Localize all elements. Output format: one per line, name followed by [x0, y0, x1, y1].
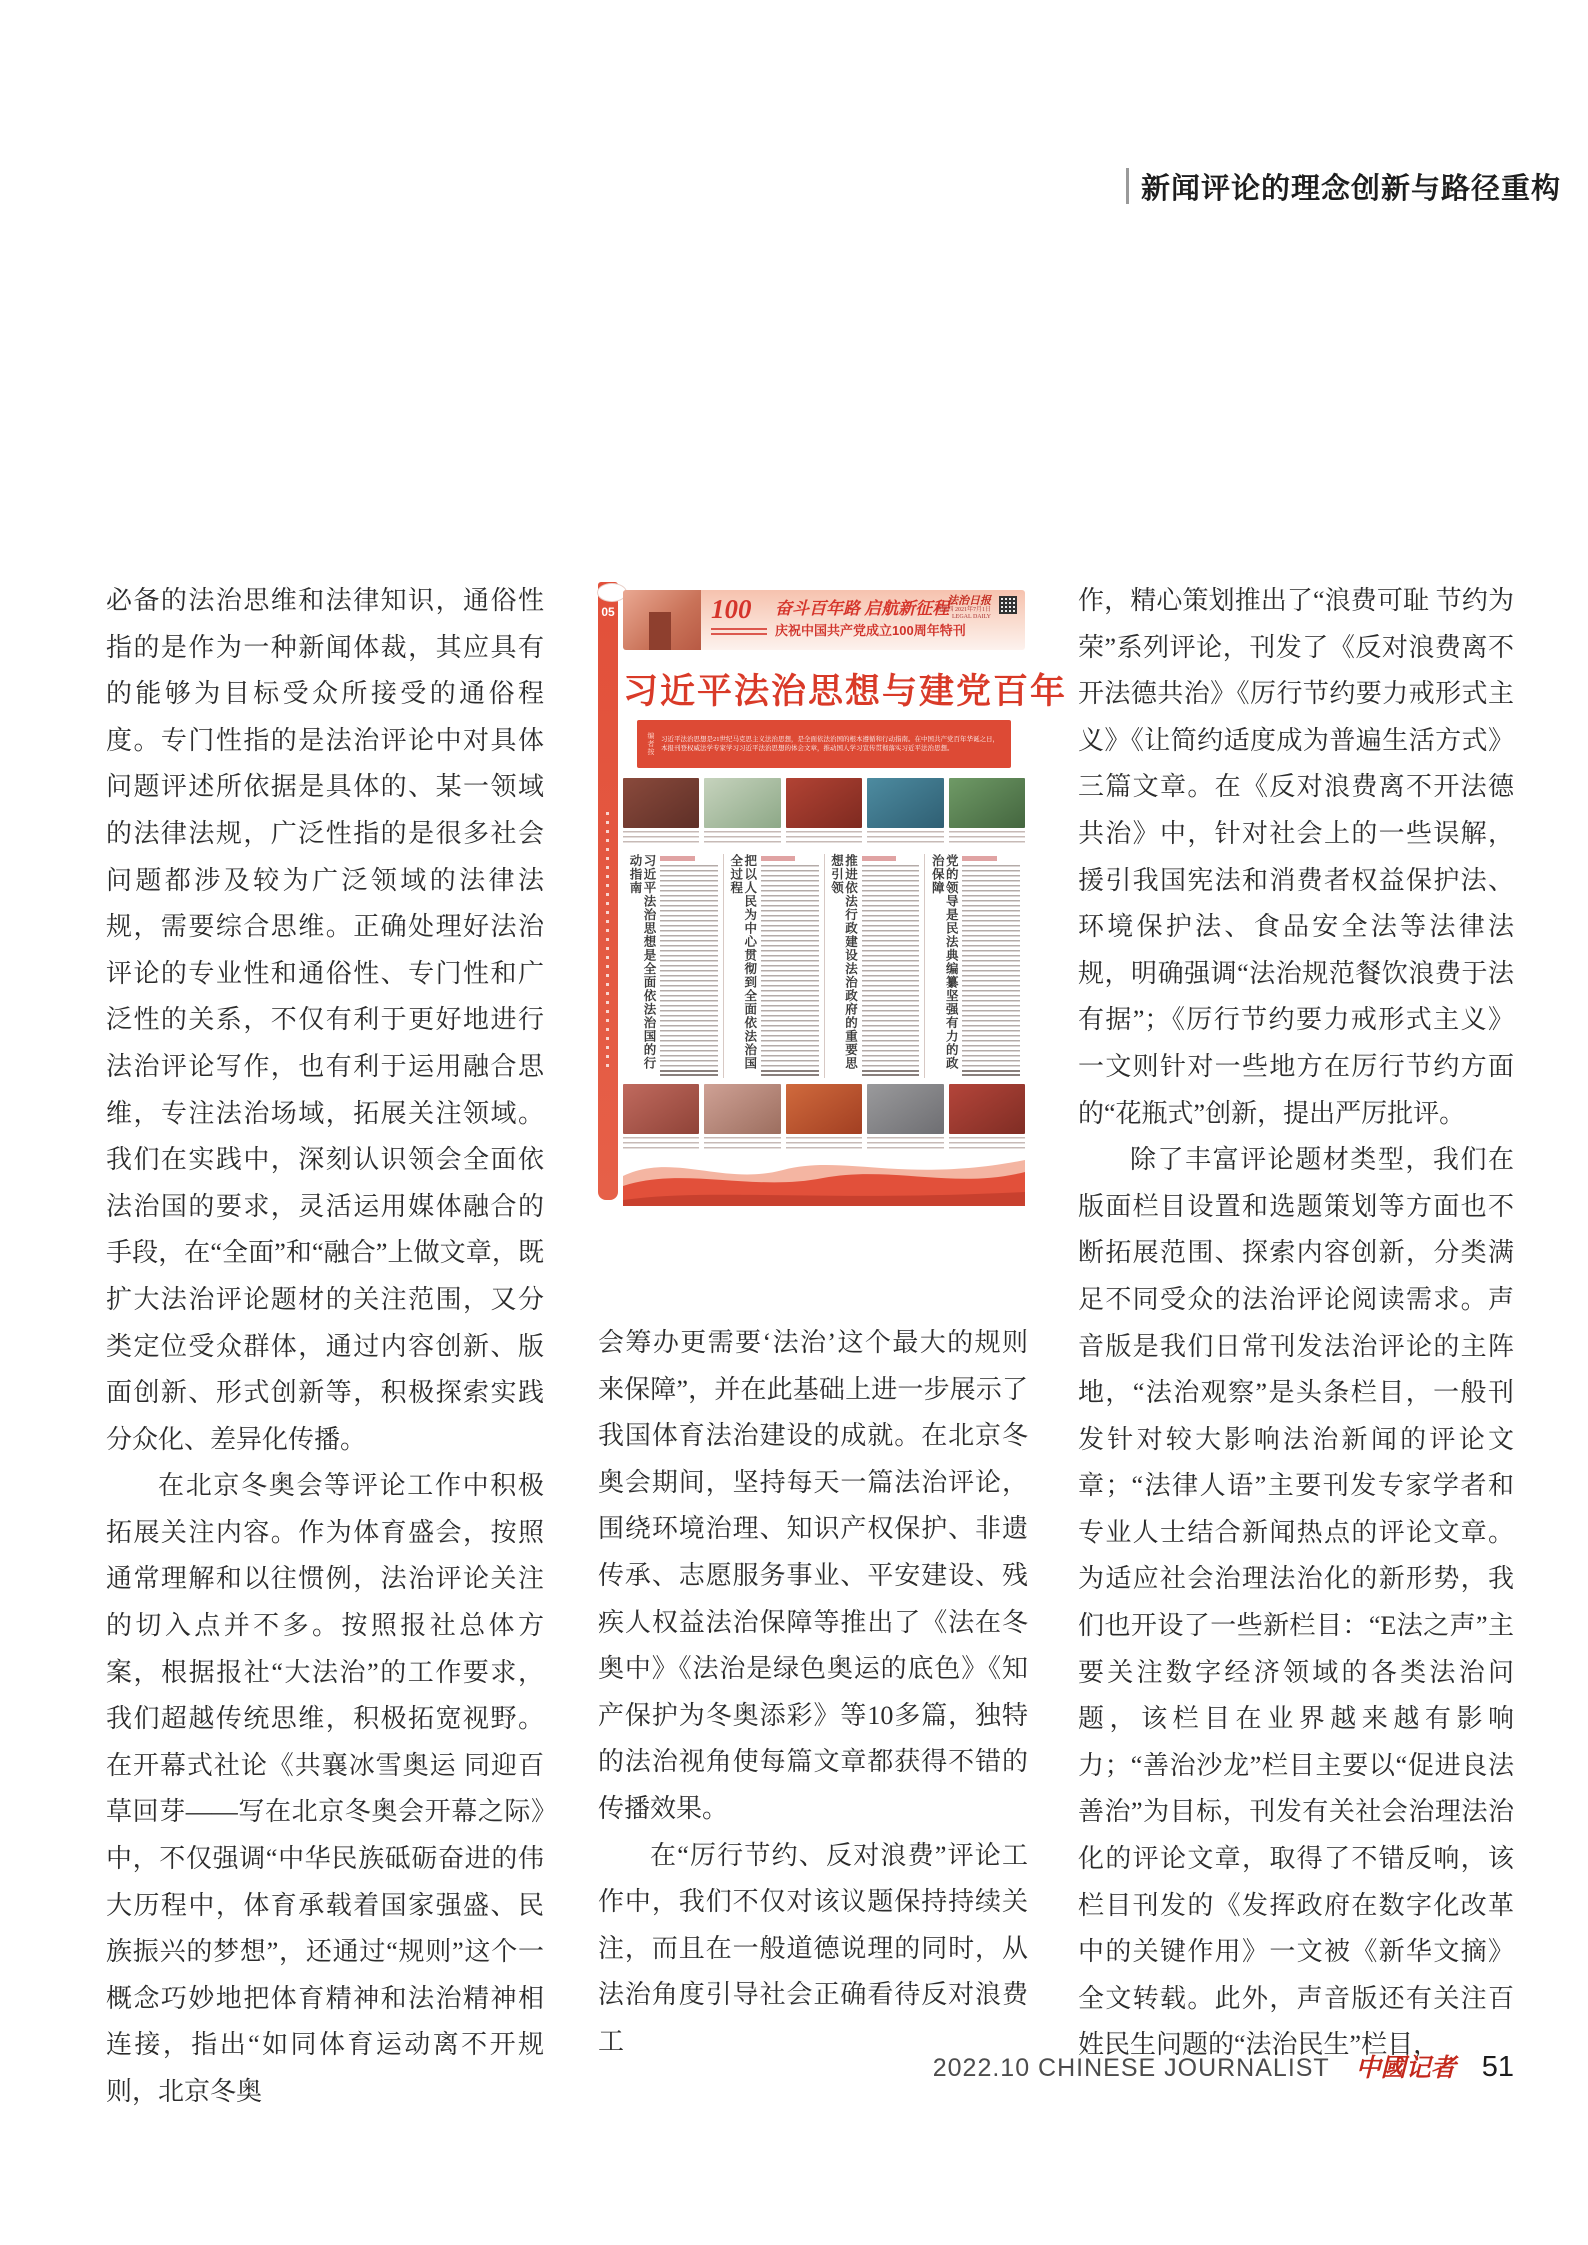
article-vertical-headline: 习近平法治思想是全面依法治国的行动指南: [628, 854, 656, 1070]
newspaper-banner: [623, 590, 1025, 650]
text-column-right: [1078, 578, 1514, 2069]
newspaper-main: [623, 590, 1068, 1206]
editor-note-label: 编者按: [647, 732, 655, 756]
text-column-left: [106, 578, 544, 2116]
centenary-logo-subtext: [711, 628, 767, 638]
paragraph: 必备的法治思维和法律知识，通俗性指的是作为一种新闻体裁，其应具有的能够为目标受众所接受的通俗程度。专门性指的是法治评论中对具体问题评述所依据是具体的、某一领域的法律法规，广泛性指的是很多社会问题都涉及较为广泛领域的法律法规，需要综合思维。正确处理好法治评论的专业性和通俗性、专门性和广泛性的关系，不仅有利于更好地进行法治评论写作，也有利于运用融合思维，专注法治场域，拓展关注领域。我们在实践中，深刻认识领会全面依法治国的要求，灵活运用媒体融合的手段，在“全面”和“融合”上做文章，既扩大法治评论题材的关注范围，又分类定位受众群体，通过内容创新、版面创新、形式创新等，积极探索实践分众化、差异化传播。: [106, 586, 544, 1454]
paragraph: 作，精心策划推出了“浪费可耻 节约为荣”系列评论，刊发了《反对浪费离不开法德共治》《厉行节约要力戒形式主义》《让简约适度成为普遍生活方式》三篇文章。在《反对浪费离不开法德共治》中，针对社会上的一些误解，援引我国宪法和消费者权益保护法、环境保护法、食品安全法等法律法规，明确强调“法治规范餐饮浪费于法有据”；《厉行节约要力戒形式主义》一文则针对一些地方在厉行节约方面的“花瓶式”创新，提出严厉批评。: [1078, 586, 1514, 1128]
building-photo: [623, 590, 701, 650]
paragraph: 会筹办更需要‘法治’这个最大的规则来保障”，并在此基础上进一步展示了我国体育法治建设的成就。在北京冬奥会期间，坚持每天一篇法治评论，围绕环境治理、知识产权保护、非遗传承、志愿服务事业、平安建设、残疾人权益法治保障等推出了《法在冬奥中》《法治是绿色奥运的底色》《知产保护为冬奥添彩》等10多篇，独特的法治视角使每篇文章都获得不错的传播效果。: [598, 1328, 1028, 1823]
author-tag: [660, 856, 695, 861]
photo-caption: [786, 831, 862, 843]
footer-issue-text: 2022.10 CHINESE JOURNALIST: [932, 2054, 1330, 2082]
photo-row-bottom: [623, 1084, 1025, 1149]
photo-row-top: [623, 778, 1025, 843]
article-text-placeholder: [660, 865, 718, 1067]
newspaper-side-strip: [598, 582, 618, 1200]
newspaper-headline: 习近平法治思想与建党百年: [623, 672, 1068, 711]
masthead-date-en: LEGAL DAILY: [952, 614, 991, 620]
red-mountain-wave-graphic: [623, 1142, 1025, 1206]
text-column-middle: [598, 1320, 1028, 2066]
running-head: [1126, 166, 1561, 207]
article-credit-placeholder: [660, 1070, 718, 1078]
newspaper-article: [723, 854, 824, 1078]
banner-slogan-script: 奋斗百年路 启航新征程: [775, 599, 950, 618]
article-text-placeholder: [761, 865, 819, 1067]
running-head-rule: [1126, 168, 1129, 204]
photo-3: [786, 778, 862, 843]
article-text-placeholder: [862, 865, 920, 1067]
author-tag: [761, 856, 796, 861]
newspaper-masthead: [935, 595, 991, 621]
masthead-date: 星期四 2021年7月1日: [935, 607, 991, 613]
article-credit-placeholder: [862, 1070, 920, 1078]
photo-10: [949, 1084, 1025, 1149]
article-text-placeholder: [962, 865, 1020, 1067]
photo-4: [867, 778, 943, 843]
newspaper-article-columns: [623, 854, 1025, 1078]
photo-8: [786, 1084, 862, 1149]
newspaper-figure: [598, 578, 1068, 1208]
paragraph: 在“厉行节约、反对浪费”评论工作中，我们不仅对该议题保持持续关注，而且在一般道德说理的同时，从法治角度引导社会正确看待反对浪费工: [598, 1840, 1028, 2056]
article-vertical-headline: 把以人民为中心贯彻到全面依法治国全过程: [728, 854, 757, 1070]
photo-caption: [867, 831, 943, 843]
photo-caption: [623, 831, 699, 843]
article-vertical-headline: 推进依法行政建设法治政府的重要思想引领: [829, 854, 858, 1070]
author-tag: [862, 856, 897, 861]
paragraph: 在北京冬奥会等评论工作中积极拓展关注内容。作为体育盛会，按照通常理解和以往惯例，法治评论关注的切入点并不多。按照报社总体方案，根据报社“大法治”的工作要求，我们超越传统思维，积极拓宽视野。在开幕式社论《共襄冰雪奥运 同迎百草回芽——写在北京冬奥会开幕之际》中，不仅强调“中华民族砥砺奋进的伟大历程中，体育承载着国家强盛、民族振兴的梦想”，还通过“规则”这个一概念巧妙地把体育精神和法治精神相连接，指出“如同体育运动离不开规则，北京冬奥: [106, 1471, 544, 2106]
magazine-logo: 中國记者: [1355, 2055, 1456, 2082]
qr-code: [999, 596, 1017, 614]
editor-note-text: 习近平法治思想是21世纪马克思主义法治思想，是全面依法治国的根本遵循和行动指南。在中国共产党百年华诞之日，本报刊登权威法学专家学习习近平法治思想的体会文章，推动国人学习宣传贯彻落实习近平法治思想。: [661, 736, 999, 752]
photo-2: [704, 778, 780, 843]
photo-caption: [704, 831, 780, 843]
photo-5: [949, 778, 1025, 843]
newspaper-side-strip-smalltext: [606, 812, 609, 1072]
photo-1: [623, 778, 699, 843]
page-footer: [932, 2048, 1514, 2084]
banner-slogan-subtitle: 庆祝中国共产党成立100周年特刊: [775, 623, 966, 638]
footer-page-number: 51: [1481, 2051, 1514, 2083]
newspaper-article: [924, 854, 1025, 1078]
centenary-100-logo: 100: [711, 594, 752, 624]
photo-6: [623, 1084, 699, 1149]
editor-note-box: [637, 720, 1011, 768]
article-credit-placeholder: [962, 1070, 1020, 1078]
photo-9: [867, 1084, 943, 1149]
article-credit-placeholder: [761, 1070, 819, 1078]
article-vertical-headline: 党的领导是民法典编纂坚强有力的政治保障: [930, 854, 959, 1070]
newspaper-article: [824, 854, 925, 1078]
newspaper-article: [623, 854, 723, 1078]
photo-caption: [949, 831, 1025, 843]
paragraph: 除了丰富评论题材类型，我们在版面栏目设置和选题策划等方面也不断拓展范围、探索内容创新，分类满足不同受众的法治评论阅读需求。声音版是我们日常刊发法治评论的主阵地，“法治观察”是头条栏目，一般刊发针对较大影响法治新闻的评论文章；“法律人语”主要刊发专家学者和专业人士结合新闻热点的评论文章。为适应社会治理法治化的新形势，我们也开设了一些新栏目：“E法之声”主要关注数字经济领域的各类法治问题，该栏目在业界越来越有影响力；“善治沙龙”栏目主要以“促进良法善治”为目标，刊发有关社会治理法治化的评论文章，取得了不错反响，该栏目刊发的《发挥政府在数字化改革中的关键作用》一文被《新华文摘》全文转载。此外，声音版还有关注百姓民生问题的“法治民生”栏目，: [1078, 1145, 1514, 2060]
photo-7: [704, 1084, 780, 1149]
running-head-title: 新闻评论的理念创新与路径重构: [1141, 173, 1562, 205]
masthead-name: 法治日报: [947, 595, 991, 607]
newspaper-page-number: 05: [601, 605, 615, 619]
author-tag: [962, 856, 997, 861]
